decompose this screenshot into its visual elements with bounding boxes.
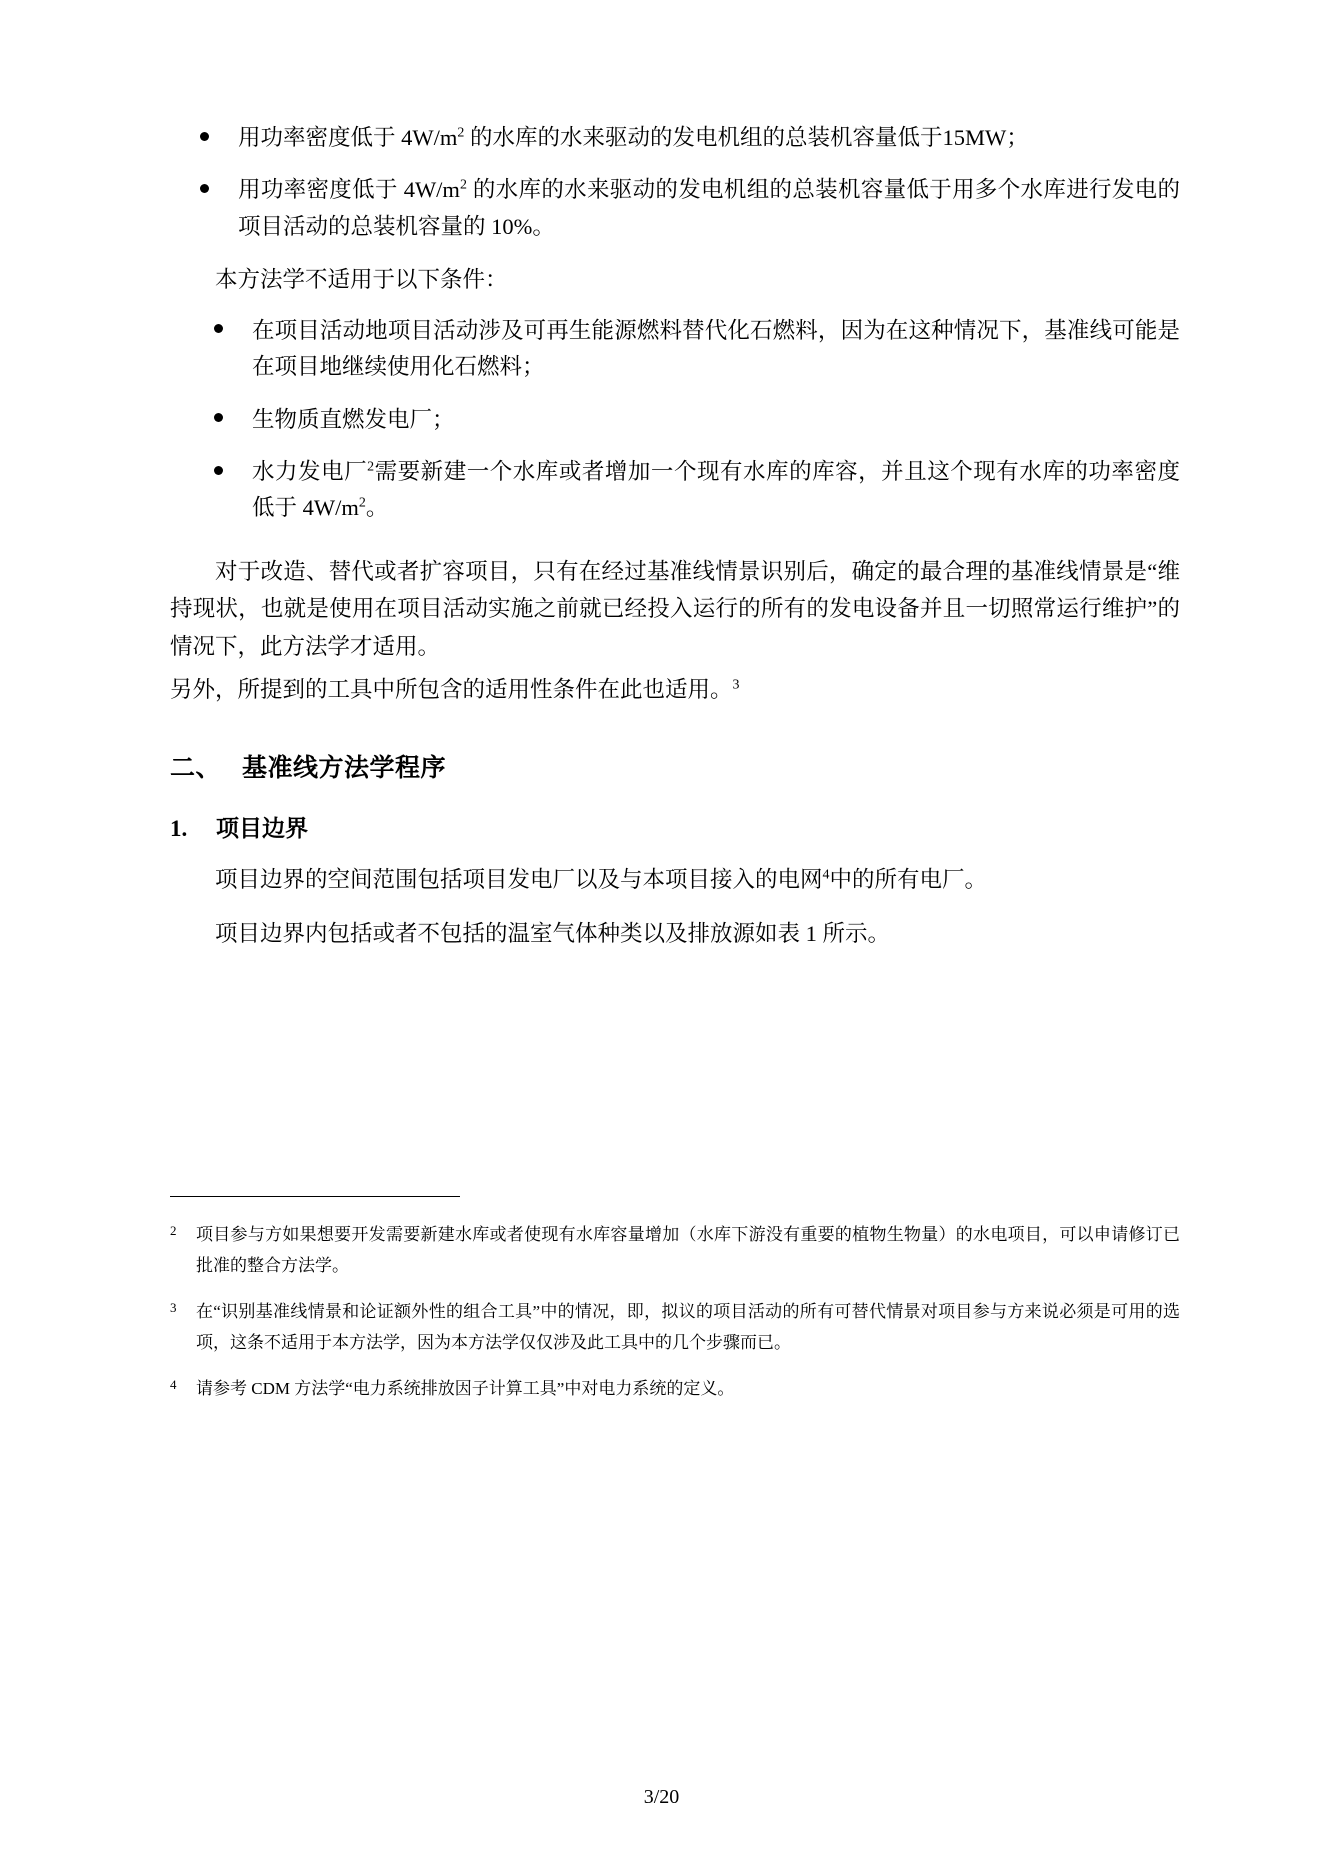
subsection-number: 1. [170,816,188,842]
footnote-3 [170,1296,1180,1359]
boundary-paragraph-2: 项目边界内包括或者不包括的温室气体种类以及排放源如表 1 所示。 [215,920,891,946]
retrofit-paragraph: 对于改造、替代或者扩容项目，只有在经过基准线情景识别后，确定的最合理的基准线情景是“维持现状，也就是使用在项目活动实施之前就已经投入运行的所有的发电设备并且一切照常运行维护”的情况下，此方法学才适用。 [170,558,1180,659]
boundary-paragraph-1 [170,861,1180,898]
list-item [170,454,1180,527]
boundary-text-after: 中的所有电厂。 [829,867,987,893]
bullet-text-before: 水力发电厂 [252,458,368,484]
list-item [170,172,1180,245]
bullet-text-after: 的水库的水来驱动的发电机组的总装机容量低于用多个水库进行发电的项目活动的总装机容量的 10%。 [238,177,1180,239]
bullet-text: 在项目活动地项目活动涉及可再生能源燃料替代化石燃料，因为在这种情况下，基准线可能是在项目地继续使用化石燃料； [252,317,1180,380]
footnote-number: 3 [170,1299,177,1315]
superscript: 2 [457,125,465,141]
spacer [170,905,1180,915]
page-content [170,120,1180,952]
list-item [170,120,1180,156]
superscript: 2 [358,495,366,511]
tools-text: 另外，所提到的工具中所包含的适用性条件在此也适用。 [170,676,733,702]
footnote-text: 请参考 CDM 方法学“电力系统排放因子计算工具”中对电力系统的定义。 [196,1378,735,1398]
subsection-title: 项目边界 [216,816,308,842]
tools-paragraph [170,671,1180,708]
bullet-dot-icon [200,184,209,193]
boundary-text-before: 项目边界的空间范围包括项目发电厂以及与本项目接入的电网 [215,867,823,893]
superscript-footnote-ref: 2 [367,459,375,475]
bullet-dot-icon [214,324,223,333]
section-heading [170,748,1180,784]
spacer [170,543,1180,553]
footnote-area [170,1196,1180,1418]
list-item [170,313,1180,386]
bullet-dot-icon [200,132,209,141]
bullet-text-end: 。 [365,495,389,521]
non-applicability-lead-in: 本方法学不适用于以下条件： [215,267,508,293]
bullet-text-before: 用功率密度低于 4W/m [238,177,460,203]
footnote-text: 在“识别基准线情景和论证额外性的组合工具”中的情况，即，拟议的项目活动的所有可替代情景对项目参与方来说必须是可用的选项，这条不适用于本方法学，因为本方法学仅仅涉及此工具中的几个步骤而已。 [196,1301,1180,1353]
bullet-dot-icon [214,466,223,475]
footnote-number: 2 [170,1223,177,1238]
bullet-text-after: 的水库的水来驱动的发电机组的总装机容量低于15MW； [464,125,1029,150]
footnote-4 [170,1373,1180,1404]
footnote-text: 项目参与方如果想要开发需要新建水库或者使现有水库容量增加（水库下游没有重要的植物生物量）的水电项目，可以申请修订已批准的整合方法学。 [196,1225,1180,1276]
bullet-dot-icon [214,413,223,422]
applicability-bullet-list [170,120,1180,245]
superscript: 2 [459,177,467,193]
list-item [170,402,1180,438]
bullet-text: 生物质直燃发电厂； [252,406,455,432]
footnote-ref-3: 3 [732,677,740,693]
non-applicability-bullet-list [170,313,1180,527]
subsection-heading [170,810,1180,843]
footnote-number: 4 [170,1376,177,1392]
section-title: 基准线方法学程序 [242,755,447,783]
section-number: 二、 [170,755,222,783]
bullet-text-before: 用功率密度低于 4W/m [238,125,458,150]
footnote-2 [170,1219,1180,1282]
page-number: 3/20 [643,1786,680,1808]
footnote-ref-4: 4 [822,867,830,883]
footnote-separator [170,1196,460,1197]
bullet-text-after: 需要新建一个水库或者增加一个现有水库的库容，并且这个现有水库的功率密度低于 4W/m [252,458,1180,521]
